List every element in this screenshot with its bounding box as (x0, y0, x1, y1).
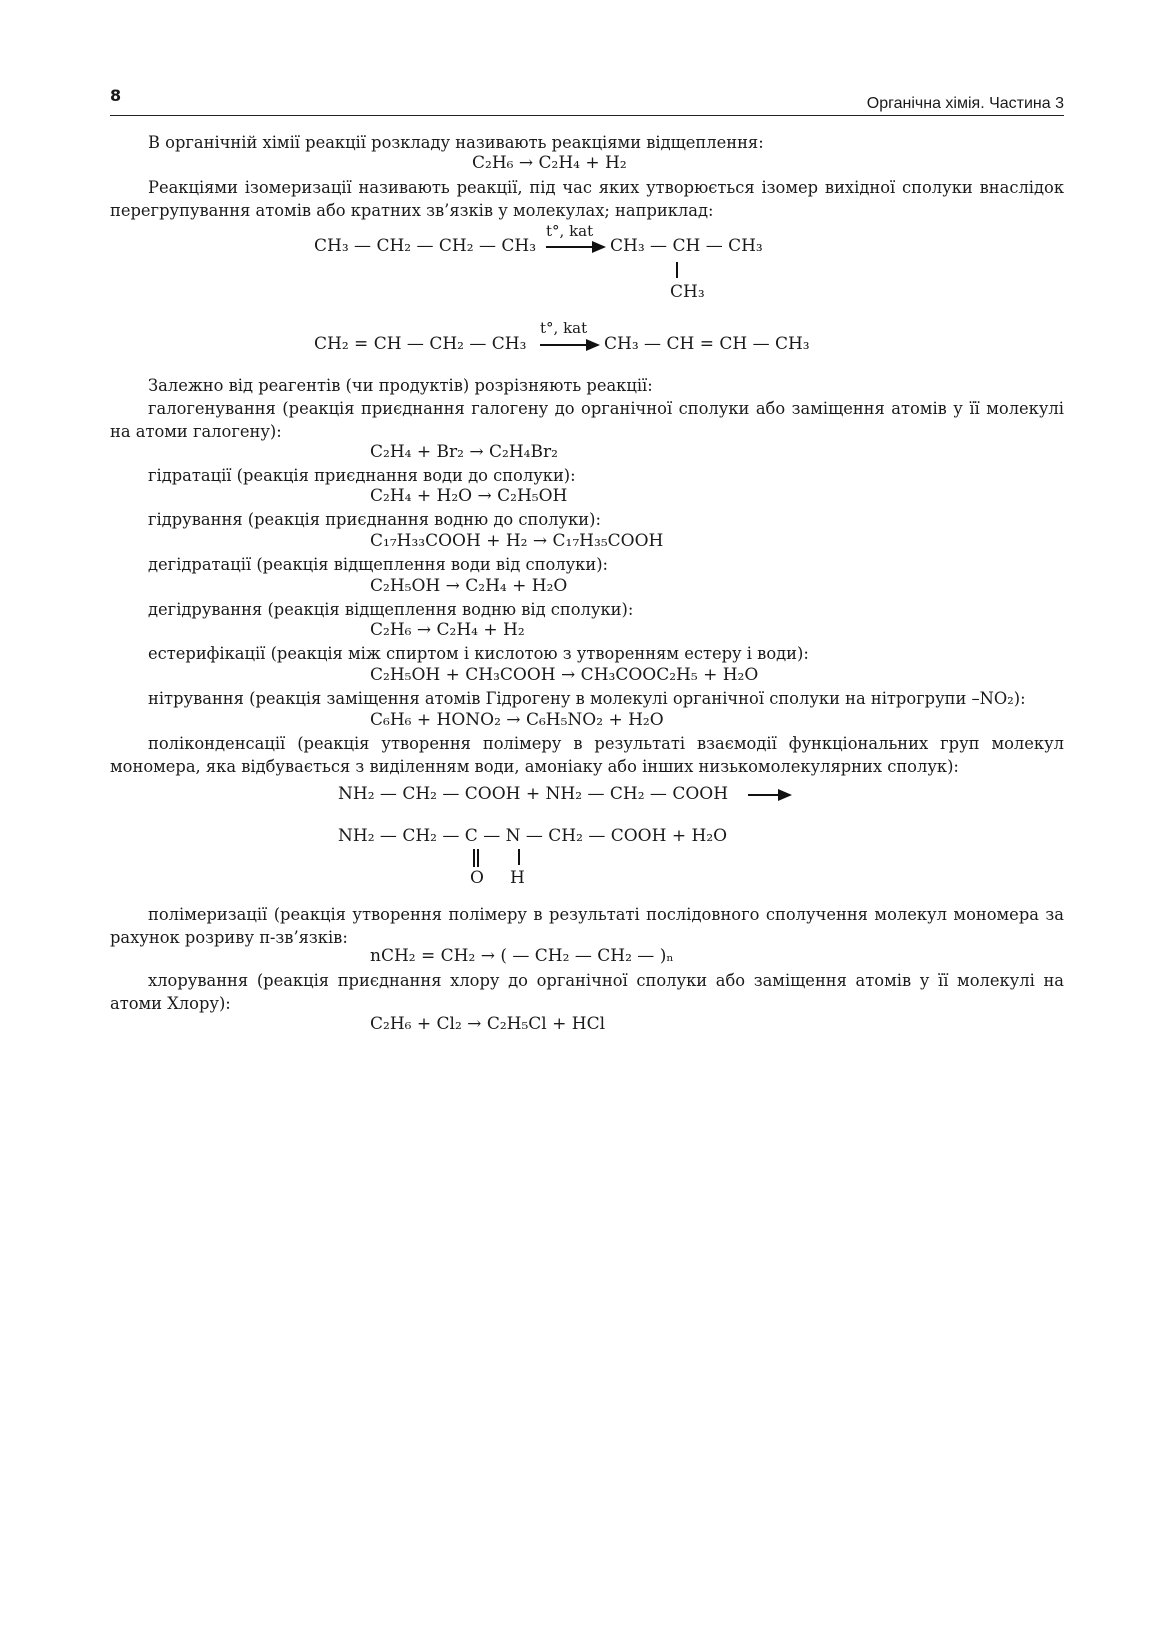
polycondensation-reactants: NH₂ — CH₂ — COOH + NH₂ — CH₂ — COOH (338, 784, 729, 804)
paragraph-dehydrogenation: дегідрування (реакція відщеплення водню від сполуки): (148, 600, 634, 619)
equation-esterification: C₂H₅OH + CH₃COOH → CH₃COOC₂H₅ + H₂O (370, 665, 759, 685)
running-header-title: Органічна хімія. Частина 3 (866, 95, 1064, 112)
paragraph-halogenation: галогенування (реакція приєднання галогену до органічної сполуки або заміщення атомів у її молекулі на атоми галогену): (110, 399, 1064, 441)
isomer2-condition: t°, kat (540, 319, 588, 337)
paragraph-polymerization: полімеризації (реакція утворення полімеру в результаті послідовного сполучення молекул мономера за рахунок розриву π-зв’язків: (110, 905, 1064, 947)
page-number: 8 (110, 86, 122, 105)
polycondensation-products: NH₂ — CH₂ — C — N — CH₂ — COOH + H₂O (338, 826, 728, 846)
equation-hydration: C₂H₄ + H₂O → C₂H₅OH (370, 486, 568, 506)
paragraph-reaction-types: Залежно від реагентів (чи продуктів) розрізняють реакції: (148, 376, 653, 395)
equation-ethane-decomposition: C₂H₆ → C₂H₄ + H₂ (472, 153, 627, 173)
isomer1-branch-methyl: CH₃ (670, 282, 705, 302)
carbonyl-oxygen: O (470, 868, 484, 888)
carbonyl-double-bond (473, 849, 479, 867)
equation-nitration: C₆H₆ + HONO₂ → C₆H₅NO₂ + H₂O (370, 710, 664, 730)
paragraph-decomposition: В органічній хімії реакції розкладу називають реакціями відщеплення: (148, 133, 764, 152)
isomer1-condition: t°, kat (546, 222, 594, 240)
equation-polymerization: nCH₂ = CH₂ → ( — CH₂ — CH₂ — )ₙ (370, 946, 674, 966)
equation-chlorination: C₂H₆ + Cl₂ → C₂H₅Cl + HCl (370, 1014, 606, 1034)
isomer2-arrow (540, 344, 598, 346)
header-rule (110, 115, 1064, 116)
paragraph-esterification: естерифікації (реакція між спиртом і кислотою з утворенням естеру і води): (148, 644, 809, 663)
equation-hydrogenation: C₁₇H₃₃COOH + H₂ → C₁₇H₃₅COOH (370, 531, 664, 551)
paragraph-chlorination: хлорування (реакція приєднання хлору до органічної сполуки або заміщення атомів у її молекулі на атоми Хлору): (110, 971, 1064, 1013)
isomer1-product: CH₃ — CH — CH₃ (610, 236, 763, 256)
isomer1-branch-bond (676, 262, 678, 278)
equation-dehydration: C₂H₅OH → C₂H₄ + H₂O (370, 576, 568, 596)
polycondensation-arrow (748, 794, 790, 796)
isomer1-reactant: CH₃ — CH₂ — CH₂ — CH₃ (314, 236, 537, 256)
paragraph-hydration: гідратації (реакція приєднання води до сполуки): (148, 466, 576, 485)
paragraph-dehydration: дегідратації (реакція відщеплення води від сполуки): (148, 555, 609, 574)
paragraph-isomerization: Реакціями ізомеризації називають реакції, під час яких утворюється ізомер вихідної сполуки внаслідок перегрупування атомів або кратних зв’язків у молекулах; наприклад: (110, 178, 1064, 220)
amide-hydrogen: H (510, 868, 525, 888)
paragraph-nitration: нітрування (реакція заміщення атомів Гідрогену в молекулі органічної сполуки на нітрогрупи –NO₂): (148, 689, 1026, 708)
isomer2-product: CH₃ — CH = CH — CH₃ (604, 334, 810, 354)
paragraph-hydrogenation: гідрування (реакція приєднання водню до сполуки): (148, 510, 601, 529)
isomer1-arrow (546, 246, 604, 248)
equation-halogenation: C₂H₄ + Br₂ → C₂H₄Br₂ (370, 442, 558, 462)
paragraph-polycondensation: поліконденсації (реакція утворення полімеру в результаті взаємодії функціональних груп молекул мономера, яка відбувається з виділенням води, амоніаку або інших низькомолекулярних сполук): (110, 734, 1064, 776)
equation-dehydrogenation: C₂H₆ → C₂H₄ + H₂ (370, 620, 525, 640)
isomer2-reactant: CH₂ = CH — CH₂ — CH₃ (314, 334, 527, 354)
amide-nh-bond (518, 849, 520, 865)
